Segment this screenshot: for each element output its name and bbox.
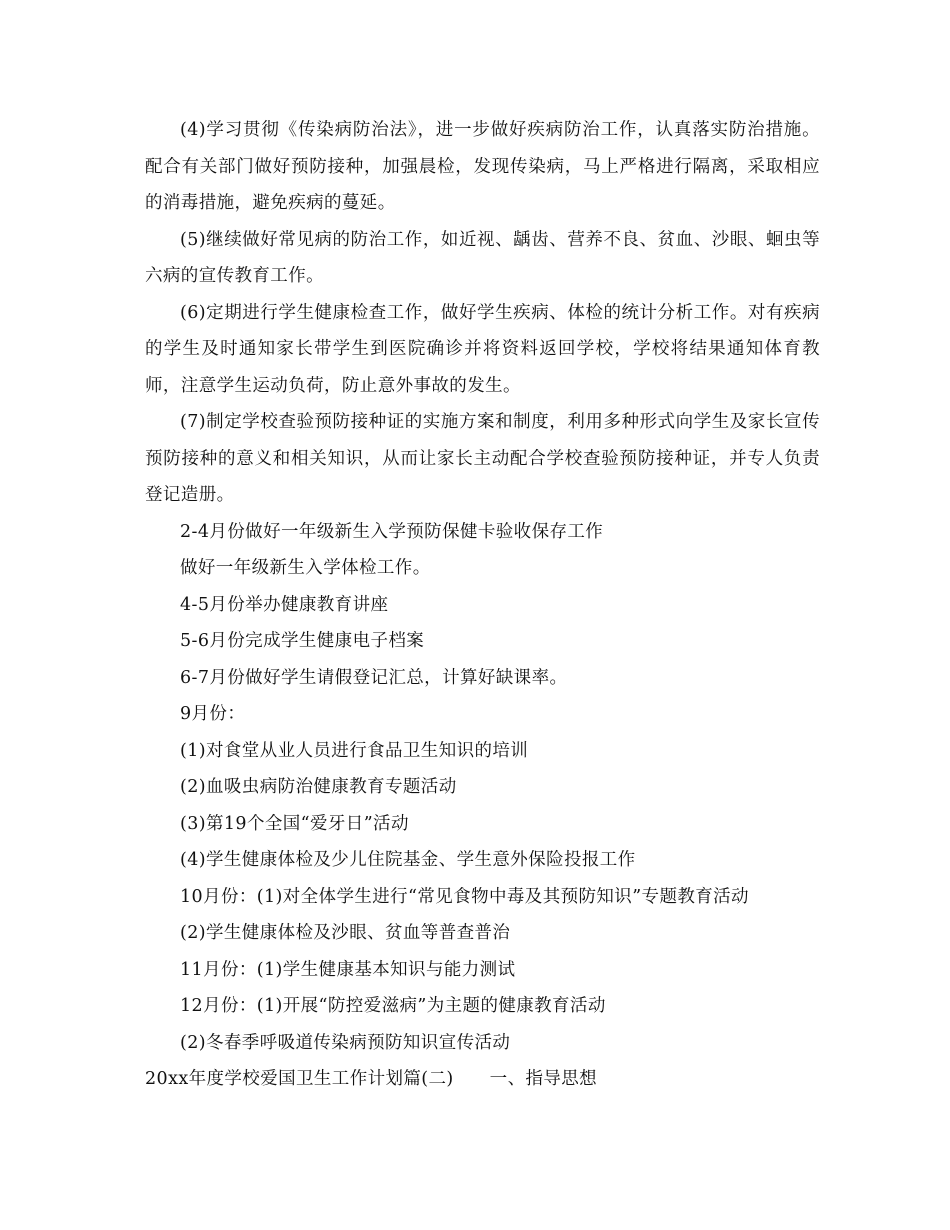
paragraph-4: (4)学习贯彻《传染病防治法》，进一步做好疾病防治工作，认真落实防治措施。配合有关部门做好预防接种，加强晨检，发现传染病，马上严格进行隔离，采取相应的消毒措施，避免疾病的蔓延。 [145, 120, 820, 213]
paragraph-6: (6)定期进行学生健康检查工作，做好学生疾病、体检的统计分析工作。对有疾病的学生及时通知家长带学生到医院确诊并将资料返回学校，学校将结果通知体育教师，注意学生运动负荷，防止意外事故的发生。 [145, 302, 820, 396]
schedule-line: (2)学生健康体检及沙眼、贫血等普查普治 [180, 923, 511, 943]
schedule-line: 6-7月份做好学生请假登记汇总，计算好缺课率。 [180, 667, 568, 688]
guiding-ideology-heading: 一、指导思想 [489, 1069, 598, 1089]
schedule-line: 4-5月份举办健康教育讲座 [180, 594, 389, 615]
plan-title: 20xx年度学校爱国卫生工作计划篇(二) [145, 1069, 454, 1089]
schedule-line: (3)第19个全国“爱牙日”活动 [180, 813, 409, 834]
schedule-line: (4)学生健康体检及少儿住院基金、学生意外保险投报工作 [180, 850, 636, 870]
section-title-line [145, 1061, 820, 1098]
schedule-line: 10月份：(1)对全体学生进行“常见食物中毒及其预防知识”专题教育活动 [180, 886, 749, 907]
schedule-line: 2-4月份做好一年级新生入学预防保健卡验收保存工作 [180, 521, 604, 542]
schedule-line: 5-6月份完成学生健康电子档案 [180, 631, 425, 651]
schedule-line: (1)对食堂从业人员进行食品卫生知识的培训 [180, 740, 529, 761]
month-heading: 9月份： [180, 704, 246, 724]
schedule-line: (2)冬春季呼吸道传染病预防知识宣传活动 [180, 1032, 511, 1053]
paragraph-7: (7)制定学校查验预防接种证的实施方案和制度，利用多种形式向学生及家长宣传预防接种的意义和相关知识，从而让家长主动配合学校查验预防接种证，并专人负责登记造册。 [145, 412, 820, 505]
schedule-line: 12月份：(1)开展“防控爱滋病”为主题的健康教育活动 [180, 996, 606, 1016]
schedule-line: (2)血吸虫病防治健康教育专题活动 [180, 777, 457, 797]
schedule-line: 11月份：(1)学生健康基本知识与能力测试 [180, 959, 516, 980]
schedule-line: 做好一年级新生入学体检工作。 [180, 558, 431, 578]
paragraph-5: (5)继续做好常见病的防治工作，如近视、龋齿、营养不良、贫血、沙眼、蛔虫等六病的宣传教育工作。 [145, 229, 820, 286]
